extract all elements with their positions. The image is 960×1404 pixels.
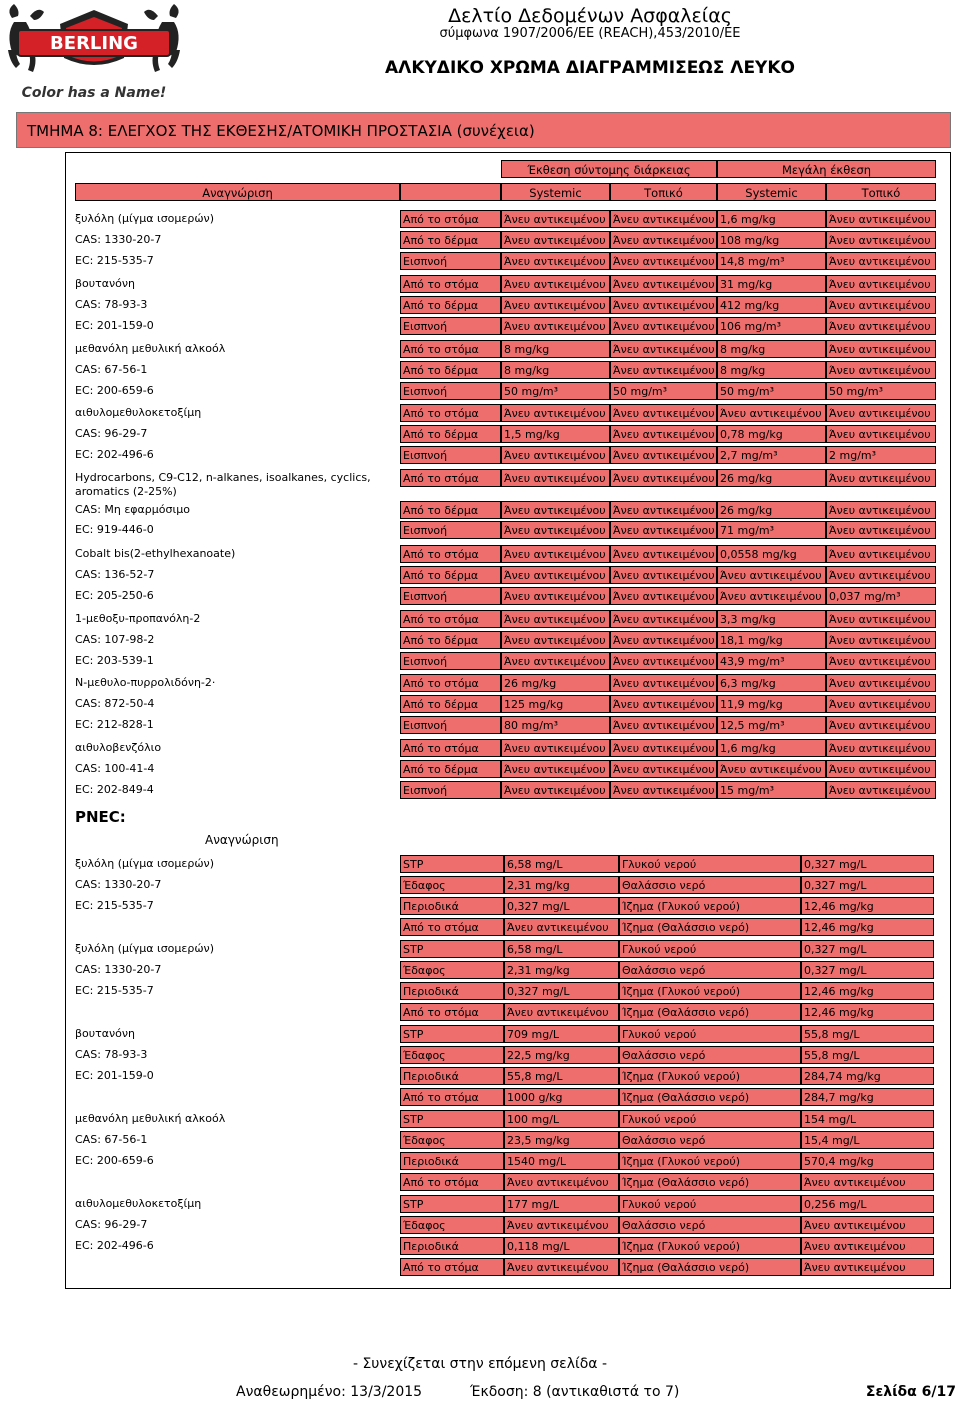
dnel-value-cell: Άνευ αντικειμένου [717,404,826,422]
dnel-value-cell: 80 mg/m³ [501,716,610,734]
pnec-value-cell: Άνευ αντικειμένου [504,1258,619,1276]
dnel-value-cell: Άνευ αντικειμένου [826,361,936,379]
dnel-value-cell: Άνευ αντικειμένου [826,501,936,519]
dnel-value-cell: Άνευ αντικειμένου [501,781,610,799]
pnec-compartment-cell: STP [400,940,504,958]
pnec-compartment-cell: Ίζημα (Θαλάσσιο νερό) [619,1003,801,1021]
dnel-value-cell: Άνευ αντικειμένου [826,296,936,314]
dnel-value-cell: 0,0558 mg/kg [717,545,826,563]
dnel-value-cell: 15 mg/m³ [717,781,826,799]
dnel-value-cell: 8 mg/kg [501,340,610,358]
dnel-value-cell: Άνευ αντικειμένου [610,695,717,713]
route-cell: Από το στόμα [400,210,501,228]
substance-id-line: Hydrocarbons, C9-C12, n-alkanes, isoalkanes, cyclics, [75,471,371,484]
header-local-long: Τοπικό [826,183,936,201]
pnec-value-cell: 154 mg/L [801,1110,934,1128]
pnec-compartment-cell: Περιοδικά [400,1237,504,1255]
pnec-value-cell: 0,256 mg/L [801,1195,934,1213]
dnel-value-cell: Άνευ αντικειμένου [610,545,717,563]
dnel-value-cell: 3,3 mg/kg [717,610,826,628]
substance-id-line: αιθυλομεθυλοκετοξίμη [75,1197,202,1210]
pnec-compartment-cell: Έδαφος [400,961,504,979]
substance-id-line: EC: 201-159-0 [75,1069,154,1082]
pnec-compartment-cell: Ίζημα (Γλυκού νερού) [619,1152,801,1170]
dnel-value-cell: 50 mg/m³ [826,382,936,400]
pnec-compartment-cell: Ίζημα (Γλυκού νερού) [619,897,801,915]
pnec-compartment-cell: Θαλάσσιο νερό [619,1046,801,1064]
dnel-value-cell: Άνευ αντικειμένου [610,296,717,314]
header-long-term: Μεγάλη έκθεση [717,160,936,178]
dnel-value-cell: Άνευ αντικειμένου [501,446,610,464]
pnec-compartment-cell: Από το στόμα [400,1258,504,1276]
pnec-value-cell: 12,46 mg/kg [801,918,934,936]
pnec-header-identification: Αναγνώριση [205,833,279,847]
dnel-value-cell: 18,1 mg/kg [717,631,826,649]
route-cell: Από το δέρμα [400,361,501,379]
pnec-value-cell: 0,327 mg/L [801,961,934,979]
dnel-value-cell: 50 mg/m³ [610,382,717,400]
pnec-compartment-cell: STP [400,1195,504,1213]
dnel-value-cell: Άνευ αντικειμένου [501,521,610,539]
dnel-value-cell: 8 mg/kg [717,361,826,379]
pnec-value-cell: Άνευ αντικειμένου [504,1216,619,1234]
substance-id-line: CAS: 96-29-7 [75,427,148,440]
pnec-compartment-cell: Ίζημα (Γλυκού νερού) [619,982,801,1000]
dnel-value-cell: Άνευ αντικειμένου [826,739,936,757]
pnec-compartment-cell: Θαλάσσιο νερό [619,1216,801,1234]
substance-id-line: EC: 202-496-6 [75,448,154,461]
pnec-value-cell: 12,46 mg/kg [801,1003,934,1021]
header-systemic-long: Systemic [717,183,826,201]
pnec-value-cell: 100 mg/L [504,1110,619,1128]
pnec-value-cell: 12,46 mg/kg [801,897,934,915]
dnel-value-cell: Άνευ αντικειμένου [610,231,717,249]
route-cell: Από το στόμα [400,610,501,628]
route-cell: Από το στόμα [400,469,501,487]
dnel-value-cell: 106 mg/m³ [717,317,826,335]
dnel-value-cell: 26 mg/kg [717,469,826,487]
dnel-value-cell: Άνευ αντικειμένου [610,317,717,335]
dnel-value-cell: Άνευ αντικειμένου [610,252,717,270]
pnec-compartment-cell: Από το στόμα [400,918,504,936]
pnec-value-cell: 284,74 mg/kg [801,1067,934,1085]
substance-id-line: μεθανόλη μεθυλική αλκοόλ [75,1112,226,1125]
dnel-value-cell: Άνευ αντικειμένου [501,252,610,270]
substance-id-line: ξυλόλη (μίγμα ισομερών) [75,212,214,225]
dnel-value-cell: Άνευ αντικειμένου [826,231,936,249]
pnec-compartment-cell: Θαλάσσιο νερό [619,961,801,979]
dnel-value-cell: Άνευ αντικειμένου [717,587,826,605]
pnec-value-cell: 709 mg/L [504,1025,619,1043]
dnel-value-cell: 2 mg/m³ [826,446,936,464]
substance-id-line: βουτανόνη [75,1027,135,1040]
dnel-value-cell: Άνευ αντικειμένου [501,275,610,293]
logo-slogan: Color has a Name! [21,85,167,101]
pnec-value-cell: 22,5 mg/kg [504,1046,619,1064]
pnec-compartment-cell: Γλυκού νερού [619,855,801,873]
route-cell: Εισπνοή [400,382,501,400]
dnel-value-cell: 50 mg/m³ [501,382,610,400]
dnel-value-cell: Άνευ αντικειμένου [610,716,717,734]
pnec-compartment-cell: Ίζημα (Γλυκού νερού) [619,1067,801,1085]
route-cell: Από το δέρμα [400,760,501,778]
pnec-compartment-cell: Ίζημα (Θαλάσσιο νερό) [619,918,801,936]
substance-id-line: EC: 200-659-6 [75,1154,154,1167]
substance-id-line: EC: 919-446-0 [75,523,154,536]
pnec-compartment-cell: Θαλάσσιο νερό [619,1131,801,1149]
dnel-value-cell: Άνευ αντικειμένου [501,631,610,649]
pnec-compartment-cell: Έδαφος [400,1216,504,1234]
route-cell: Από το δέρμα [400,566,501,584]
dnel-value-cell: Άνευ αντικειμένου [501,296,610,314]
route-cell: Από το στόμα [400,275,501,293]
substance-id-line: CAS: 1330-20-7 [75,878,162,891]
pnec-value-cell: Άνευ αντικειμένου [504,918,619,936]
dnel-value-cell: Άνευ αντικειμένου [826,317,936,335]
substance-id-line: CAS: 107-98-2 [75,633,155,646]
substance-id-line: αιθυλοβενζόλιο [75,741,162,754]
pnec-value-cell: 0,118 mg/L [504,1237,619,1255]
pnec-compartment-cell: Περιοδικά [400,897,504,915]
pnec-value-cell: Άνευ αντικειμένου [801,1237,934,1255]
substance-id-line: CAS: 1330-20-7 [75,963,162,976]
section-title: ΤΜΗΜΑ 8: ΕΛΕΓΧΟΣ ΤΗΣ ΕΚΘΕΣΗΣ/ΑΤΟΜΙΚΗ ΠΡΟΣΤΑΣΙΑ (συνέχεια) [27,122,535,140]
dnel-value-cell: Άνευ αντικειμένου [501,566,610,584]
regulation-text: σύμφωνα 1907/2006/ΕΕ (REACH),453/2010/ΕΕ [439,26,741,41]
dnel-value-cell: Άνευ αντικειμένου [610,652,717,670]
pnec-value-cell: Άνευ αντικειμένου [801,1173,934,1191]
dnel-value-cell: Άνευ αντικειμένου [826,674,936,692]
pnec-compartment-cell: Έδαφος [400,1131,504,1149]
dnel-value-cell: Άνευ αντικειμένου [501,545,610,563]
dnel-value-cell: 31 mg/kg [717,275,826,293]
dnel-value-cell: Άνευ αντικειμένου [826,210,936,228]
dnel-value-cell: 1,6 mg/kg [717,739,826,757]
dnel-value-cell: Άνευ αντικειμένου [610,781,717,799]
substance-id-line: Cobalt bis(2-ethylhexanoate) [75,547,236,560]
dnel-value-cell: Άνευ αντικειμένου [501,404,610,422]
substance-id-line: EC: 200-659-6 [75,384,154,397]
dnel-value-cell: 2,7 mg/m³ [717,446,826,464]
dnel-value-cell: Άνευ αντικειμένου [610,425,717,443]
substance-id-line: CAS: 136-52-7 [75,568,155,581]
dnel-value-cell: Άνευ αντικειμένου [826,340,936,358]
substance-id-line: EC: 201-159-0 [75,319,154,332]
pnec-value-cell: Άνευ αντικειμένου [504,1003,619,1021]
dnel-value-cell: 26 mg/kg [501,674,610,692]
pnec-value-cell: 0,327 mg/L [801,940,934,958]
pnec-value-cell: 1000 g/kg [504,1088,619,1106]
edition-info: Έκδοση: 8 (αντικαθιστά το 7) [470,1384,680,1400]
dnel-value-cell: 125 mg/kg [501,695,610,713]
dnel-value-cell: 0,78 mg/kg [717,425,826,443]
substance-id-line: EC: 202-496-6 [75,1239,154,1252]
pnec-value-cell: 6,58 mg/L [504,940,619,958]
dnel-value-cell: Άνευ αντικειμένου [826,760,936,778]
dnel-value-cell: Άνευ αντικειμένου [501,760,610,778]
dnel-value-cell: Άνευ αντικειμένου [610,210,717,228]
substance-id-line: EC: 215-535-7 [75,254,154,267]
product-name: ΑΛΚΥΔΙΚΟ ΧΡΩΜΑ ΔΙΑΓΡΑΜΜΙΣΕΩΣ ΛΕΥΚΟ [385,58,795,78]
pnec-value-cell: 6,58 mg/L [504,855,619,873]
route-cell: Εισπνοή [400,252,501,270]
pnec-value-cell: 12,46 mg/kg [801,982,934,1000]
dnel-value-cell: Άνευ αντικειμένου [826,469,936,487]
pnec-value-cell: 2,31 mg/kg [504,961,619,979]
pnec-compartment-cell: STP [400,855,504,873]
pnec-compartment-cell: Θαλάσσιο νερό [619,876,801,894]
substance-id-line: CAS: 96-29-7 [75,1218,148,1231]
substance-id-line: EC: 202-849-4 [75,783,154,796]
dnel-value-cell: Άνευ αντικειμένου [610,469,717,487]
substance-id-line: μεθανόλη μεθυλική αλκοόλ [75,342,226,355]
dnel-value-cell: Άνευ αντικειμένου [717,760,826,778]
dnel-value-cell: Άνευ αντικειμένου [610,610,717,628]
substance-id-line: EC: 215-535-7 [75,899,154,912]
dnel-value-cell: Άνευ αντικειμένου [501,231,610,249]
dnel-value-cell: 8 mg/kg [501,361,610,379]
substance-id-line: βουτανόνη [75,277,135,290]
pnec-compartment-cell: Έδαφος [400,1046,504,1064]
route-cell: Εισπνοή [400,652,501,670]
pnec-value-cell: 55,8 mg/L [801,1025,934,1043]
pnec-compartment-cell: Γλυκού νερού [619,1110,801,1128]
route-cell: Από το δέρμα [400,695,501,713]
pnec-compartment-cell: Ίζημα (Γλυκού νερού) [619,1237,801,1255]
route-cell: Εισπνοή [400,716,501,734]
dnel-value-cell: Άνευ αντικειμένου [826,545,936,563]
header-route-blank [400,183,501,201]
substance-id-line: CAS: 67-56-1 [75,1133,148,1146]
substance-id-line: aromatics (2-25%) [75,485,177,498]
dnel-value-cell: Άνευ αντικειμένου [501,501,610,519]
header-identification: Αναγνώριση [75,183,400,201]
dnel-value-cell: Άνευ αντικειμένου [501,210,610,228]
dnel-value-cell: Άνευ αντικειμένου [826,695,936,713]
dnel-value-cell: Άνευ αντικειμένου [826,631,936,649]
header-local-short: Τοπικό [610,183,717,201]
route-cell: Από το στόμα [400,340,501,358]
pnec-value-cell: 570,4 mg/kg [801,1152,934,1170]
pnec-compartment-cell: Γλυκού νερού [619,1195,801,1213]
pnec-value-cell: 177 mg/L [504,1195,619,1213]
route-cell: Εισπνοή [400,317,501,335]
dnel-value-cell: 12,5 mg/m³ [717,716,826,734]
dnel-value-cell: Άνευ αντικειμένου [610,446,717,464]
dnel-value-cell: Άνευ αντικειμένου [610,587,717,605]
pnec-value-cell: 0,327 mg/L [801,855,934,873]
substance-id-line: CAS: 100-41-4 [75,762,155,775]
route-cell: Από το δέρμα [400,231,501,249]
substance-id-line: CAS: 78-93-3 [75,1048,148,1061]
dnel-value-cell: Άνευ αντικειμένου [610,340,717,358]
dnel-value-cell: Άνευ αντικειμένου [501,652,610,670]
dnel-value-cell: 6,3 mg/kg [717,674,826,692]
dnel-value-cell: Άνευ αντικειμένου [717,566,826,584]
dnel-value-cell: 71 mg/m³ [717,521,826,539]
pnec-compartment-cell: Ίζημα (Θαλάσσιο νερό) [619,1088,801,1106]
dnel-value-cell: 8 mg/kg [717,340,826,358]
dnel-value-cell: Άνευ αντικειμένου [826,610,936,628]
pnec-compartment-cell: Ίζημα (Θαλάσσιο νερό) [619,1258,801,1276]
pnec-compartment-cell: STP [400,1025,504,1043]
substance-id-line: EC: 203-539-1 [75,654,154,667]
route-cell: Εισπνοή [400,521,501,539]
dnel-value-cell: 14,8 mg/m³ [717,252,826,270]
berling-logo [0,0,190,104]
dnel-value-cell: 50 mg/m³ [717,382,826,400]
dnel-value-cell: Άνευ αντικειμένου [501,469,610,487]
substance-id-line: CAS: 1330-20-7 [75,233,162,246]
pnec-compartment-cell: Ίζημα (Θαλάσσιο νερό) [619,1173,801,1191]
dnel-value-cell: Άνευ αντικειμένου [610,275,717,293]
dnel-value-cell: Άνευ αντικειμένου [826,652,936,670]
route-cell: Εισπνοή [400,781,501,799]
pnec-label: PNEC: [75,808,126,826]
dnel-value-cell: Άνευ αντικειμένου [826,425,936,443]
pnec-compartment-cell: Περιοδικά [400,1067,504,1085]
dnel-value-cell: Άνευ αντικειμένου [826,404,936,422]
pnec-value-cell: 23,5 mg/kg [504,1131,619,1149]
substance-id-line: CAS: 78-93-3 [75,298,148,311]
substance-id-line: EC: 205-250-6 [75,589,154,602]
header-systemic-short: Systemic [501,183,610,201]
pnec-compartment-cell: Από το στόμα [400,1003,504,1021]
dnel-value-cell: Άνευ αντικειμένου [610,739,717,757]
header-short-term: Έκθεση σύντομης διάρκειας [501,160,717,178]
dnel-value-cell: Άνευ αντικειμένου [610,631,717,649]
route-cell: Από το δέρμα [400,425,501,443]
dnel-value-cell: Άνευ αντικειμένου [501,587,610,605]
pnec-value-cell: 0,327 mg/L [504,982,619,1000]
route-cell: Εισπνοή [400,446,501,464]
dnel-value-cell: Άνευ αντικειμένου [610,674,717,692]
pnec-compartment-cell: Γλυκού νερού [619,1025,801,1043]
dnel-value-cell: 11,9 mg/kg [717,695,826,713]
route-cell: Από το στόμα [400,739,501,757]
dnel-value-cell: 1,6 mg/kg [717,210,826,228]
pnec-compartment-cell: Από το στόμα [400,1173,504,1191]
dnel-value-cell: Άνευ αντικειμένου [826,521,936,539]
dnel-value-cell: Άνευ αντικειμένου [826,566,936,584]
pnec-value-cell: 55,8 mg/L [801,1046,934,1064]
dnel-value-cell: 1,5 mg/kg [501,425,610,443]
substance-id-line: N-μεθυλο-πυρρολιδόνη-2· [75,676,216,689]
pnec-compartment-cell: Περιοδικά [400,982,504,1000]
dnel-value-cell: Άνευ αντικειμένου [826,716,936,734]
pnec-value-cell: 15,4 mg/L [801,1131,934,1149]
dnel-value-cell: Άνευ αντικειμένου [826,252,936,270]
pnec-value-cell: Άνευ αντικειμένου [801,1258,934,1276]
dnel-value-cell: Άνευ αντικειμένου [610,361,717,379]
sds-title: Δελτίο Δεδομένων Ασφαλείας [448,5,732,27]
dnel-value-cell: 412 mg/kg [717,296,826,314]
route-cell: Από το στόμα [400,674,501,692]
pnec-value-cell: 55,8 mg/L [504,1067,619,1085]
substance-id-line: EC: 215-535-7 [75,984,154,997]
pnec-compartment-cell: Γλυκού νερού [619,940,801,958]
route-cell: Από το δέρμα [400,631,501,649]
pnec-value-cell: 0,327 mg/L [504,897,619,915]
continued-note: - Συνεχίζεται στην επόμενη σελίδα - [352,1356,608,1372]
logo-text: BERLING [50,33,138,54]
substance-id-line: 1-μεθοξυ-προπανόλη-2 [75,612,201,625]
pnec-value-cell: 284,7 mg/kg [801,1088,934,1106]
dnel-value-cell: Άνευ αντικειμένου [501,739,610,757]
dnel-value-cell: Άνευ αντικειμένου [610,501,717,519]
pnec-value-cell: 1540 mg/L [504,1152,619,1170]
revision-date: Αναθεωρημένο: 13/3/2015 [236,1384,423,1400]
substance-id-line: CAS: Μη εφαρμόσιμο [75,503,190,516]
substance-id-line: CAS: 872-50-4 [75,697,155,710]
dnel-value-cell: Άνευ αντικειμένου [826,781,936,799]
dnel-value-cell: 108 mg/kg [717,231,826,249]
dnel-value-cell: Άνευ αντικειμένου [826,275,936,293]
pnec-value-cell: Άνευ αντικειμένου [504,1173,619,1191]
substance-id-line: EC: 212-828-1 [75,718,154,731]
pnec-value-cell: 2,31 mg/kg [504,876,619,894]
dnel-value-cell: Άνευ αντικειμένου [610,404,717,422]
route-cell: Από το στόμα [400,404,501,422]
route-cell: Από το δέρμα [400,296,501,314]
dnel-value-cell: Άνευ αντικειμένου [610,760,717,778]
dnel-value-cell: 43,9 mg/m³ [717,652,826,670]
substance-id-line: αιθυλομεθυλοκετοξίμη [75,406,202,419]
dnel-value-cell: 26 mg/kg [717,501,826,519]
dnel-value-cell: Άνευ αντικειμένου [610,521,717,539]
pnec-value-cell: Άνευ αντικειμένου [801,1216,934,1234]
dnel-value-cell: Άνευ αντικειμένου [501,610,610,628]
page-number: Σελίδα 6/17 [865,1384,956,1400]
pnec-compartment-cell: Έδαφος [400,876,504,894]
pnec-compartment-cell: STP [400,1110,504,1128]
route-cell: Από το δέρμα [400,501,501,519]
pnec-compartment-cell: Περιοδικά [400,1152,504,1170]
substance-id-line: ξυλόλη (μίγμα ισομερών) [75,857,214,870]
substance-id-line: ξυλόλη (μίγμα ισομερών) [75,942,214,955]
dnel-value-cell: 0,037 mg/m³ [826,587,936,605]
dnel-value-cell: Άνευ αντικειμένου [501,317,610,335]
pnec-compartment-cell: Από το στόμα [400,1088,504,1106]
pnec-value-cell: 0,327 mg/L [801,876,934,894]
dnel-value-cell: Άνευ αντικειμένου [610,566,717,584]
route-cell: Από το στόμα [400,545,501,563]
section-title-bar [16,112,951,148]
route-cell: Εισπνοή [400,587,501,605]
substance-id-line: CAS: 67-56-1 [75,363,148,376]
